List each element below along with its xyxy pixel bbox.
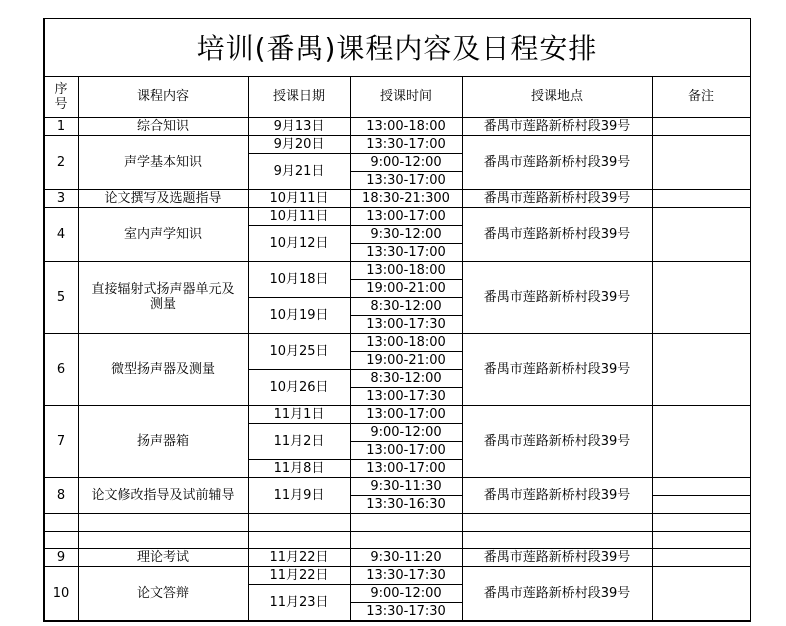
- course-name: 声学基本知识: [123, 154, 202, 170]
- class-date: 10月25日: [269, 343, 329, 359]
- class-place: 番禺市莲路新桥村段39号: [483, 433, 631, 449]
- row-number: 4: [56, 226, 66, 242]
- table-bottom-border: [44, 620, 751, 622]
- class-time: 13:00-18:00: [366, 262, 446, 278]
- class-place: 番禺市莲路新桥村段39号: [483, 289, 631, 305]
- table-right-border: [750, 18, 751, 621]
- class-time: 19:00-21:00: [366, 352, 446, 368]
- class-place: 番禺市莲路新桥村段39号: [483, 487, 631, 503]
- course-name: 直接辐射式扬声器单元及 测量: [91, 282, 235, 312]
- class-date: 11月22日: [269, 567, 329, 583]
- class-place: 番禺市莲路新桥村段39号: [483, 585, 631, 601]
- class-time: 9:00-12:00: [370, 154, 442, 170]
- row-number: 1: [56, 118, 66, 134]
- class-time: 9:30-12:00: [370, 226, 442, 242]
- class-time: 13:00-17:30: [366, 316, 446, 332]
- class-time: 13:30-16:30: [366, 496, 446, 512]
- course-name: 微型扬声器及测量: [110, 361, 215, 377]
- header-note: 备注: [687, 89, 714, 104]
- class-time: 13:00-18:00: [366, 118, 446, 134]
- class-date: 10月26日: [269, 379, 329, 395]
- class-date: 11月23日: [269, 594, 329, 610]
- row-number: 9: [56, 549, 66, 565]
- class-date: 10月11日: [269, 208, 329, 224]
- class-time: 13:00-17:00: [366, 460, 446, 476]
- class-time: 13:30-17:00: [366, 172, 446, 188]
- class-time: 9:00-12:00: [370, 424, 442, 440]
- row-number: 5: [56, 289, 66, 305]
- class-time: 13:30-17:00: [366, 244, 446, 260]
- column-divider: [350, 76, 351, 621]
- class-date: 11月22日: [269, 549, 329, 565]
- class-time: 13:00-17:30: [366, 388, 446, 404]
- table-left-border: [44, 18, 45, 621]
- column-divider: [78, 76, 79, 621]
- course-name: 综合知识: [136, 118, 189, 134]
- class-place: 番禺市莲路新桥村段39号: [483, 361, 631, 377]
- column-divider: [462, 76, 463, 621]
- note-divider: [652, 495, 750, 496]
- column-divider: [248, 76, 249, 621]
- class-time: 13:00-17:00: [366, 208, 446, 224]
- header-course: 课程内容: [136, 89, 189, 104]
- class-time: 13:30-17:00: [366, 136, 446, 152]
- class-date: 10月11日: [269, 190, 329, 206]
- course-name: 论文答辩: [136, 585, 189, 601]
- row-number: 10: [52, 585, 70, 601]
- class-time: 19:00-21:00: [366, 280, 446, 296]
- class-time: 9:30-11:20: [370, 549, 442, 565]
- row-number: 3: [56, 190, 66, 206]
- class-date: 11月8日: [273, 460, 325, 476]
- class-place: 番禺市莲路新桥村段39号: [483, 190, 631, 206]
- class-date: 9月13日: [273, 118, 325, 134]
- class-place: 番禺市莲路新桥村段39号: [483, 549, 631, 565]
- class-date: 11月2日: [273, 433, 325, 449]
- class-date: 11月1日: [273, 406, 325, 422]
- class-place: 番禺市莲路新桥村段39号: [483, 226, 631, 242]
- row-number: 7: [56, 433, 66, 449]
- course-name: 扬声器箱: [136, 433, 189, 449]
- class-time: 18:30-21:300: [362, 190, 450, 206]
- class-time: 13:30-17:30: [366, 603, 446, 619]
- class-place: 番禺市莲路新桥村段39号: [483, 154, 631, 170]
- class-time: 8:30-12:00: [370, 298, 442, 314]
- header-place: 授课地点: [530, 89, 583, 104]
- course-name: 论文修改指导及试前辅导: [91, 487, 235, 503]
- gap-line: [44, 531, 750, 532]
- course-name: 理论考试: [136, 549, 189, 565]
- header-date: 授课日期: [272, 89, 325, 104]
- class-time: 8:30-12:00: [370, 370, 442, 386]
- class-date: 10月18日: [269, 271, 329, 287]
- class-time: 13:00-18:00: [366, 334, 446, 350]
- class-date: 10月12日: [269, 235, 329, 251]
- class-date: 10月19日: [269, 307, 329, 323]
- column-divider: [652, 76, 653, 621]
- class-date: 9月20日: [273, 136, 325, 152]
- class-date: 9月21日: [273, 163, 325, 179]
- row-number: 8: [56, 487, 66, 503]
- table-top-border: [44, 18, 750, 19]
- class-time: 9:30-11:30: [370, 478, 442, 494]
- class-time: 13:30-17:30: [366, 567, 446, 583]
- class-place: 番禺市莲路新桥村段39号: [483, 118, 631, 134]
- header-no: 序 号: [54, 81, 68, 112]
- class-date: 11月9日: [273, 487, 325, 503]
- header-time: 授课时间: [379, 89, 432, 104]
- class-time: 13:00-17:00: [366, 406, 446, 422]
- row-number: 2: [56, 154, 66, 170]
- row-number: 6: [56, 361, 66, 377]
- row-bottom-border: [44, 513, 750, 514]
- class-time: 9:00-12:00: [370, 585, 442, 601]
- page-title: 培训(番禺)课程内容及日程安排: [196, 31, 598, 65]
- table-left-edge: [43, 18, 44, 622]
- class-time: 13:00-17:00: [366, 442, 446, 458]
- course-name: 室内声学知识: [123, 226, 202, 242]
- course-name: 论文撰写及选题指导: [104, 190, 222, 206]
